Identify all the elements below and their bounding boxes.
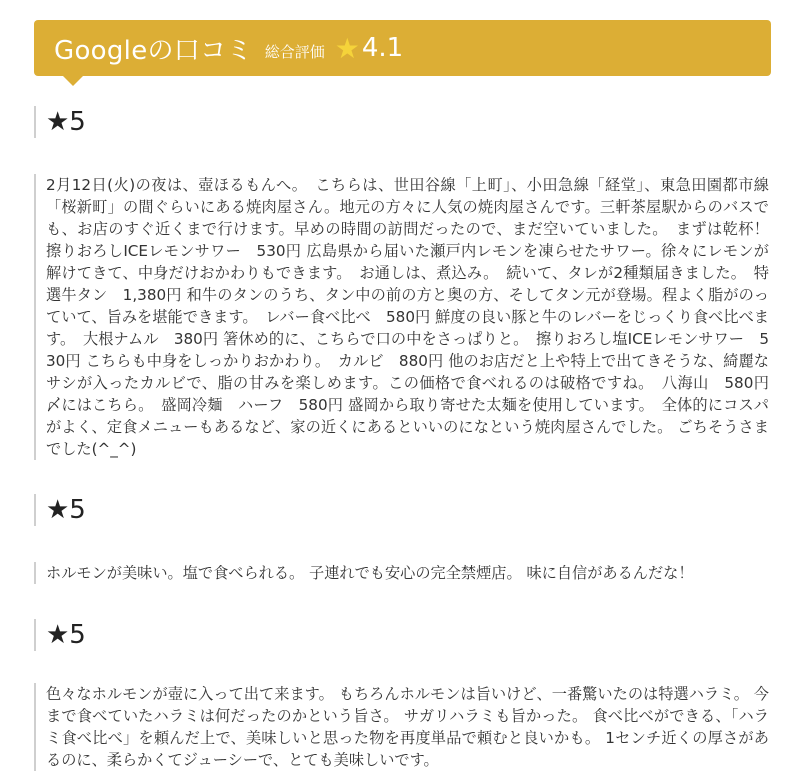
review-item [34, 106, 785, 460]
review-text: 2月12日(火)の夜は、壺ほるもんへ。 こちらは、世田谷線「上町」、小田急線「経堂」、東急田園都市線「桜新町」の間ぐらいにある焼肉屋さん。地元の方々に人気の焼肉屋さんです。三軒茶屋駅からのバスでも、お店のすぐ近くまで行けます。早めの時間の訪問だったので、まだ空いていました。 まずは乾杯！ 擦りおろしICEレモンサワー 530円 広島県から届いた瀬戸内レモンを凍らせたサワー。徐々にレモンが解けてきて、中身だけおかわりもできます。 お通しは、煮込み。 続いて、タレが2種類届きました。 特選牛タン 1,380円 和牛のタンのうち、タン中の前の方と奥の方、そしてタン元が登場。程よく脂がのっていて、旨みを堪能できます。 レバー食べ比べ 580円 鮮度の良い豚と牛のレバーをじっくり食べ比べます。 大根ナムル 380円 箸休め的に、こちらで口の中をさっぱりと。 擦りおろし塩ICEレモンサワー 530円 こちらも中身をしっかりおかわり。 カルビ 880円 他のお店だと上や特上で出てきそうな、綺麗なサシが入ったカルビで、脂の甘みを楽しめます。この価格で食べれるのは破格ですね。 八海山 580円 〆にはこちら。 盛岡冷麺 ハーフ 580円 盛岡から取り寄せた太麺を使用しています。 全体的にコスパがよく、定食メニューもあるなど、家の近くにあるといいのになという焼肉屋さんでした。 ごちそうさまでした(^_^) [34, 174, 769, 460]
review-item [34, 619, 769, 771]
review-text: ホルモンが美味い。塩で食べられる。 子連れでも安心の完全禁煙店。 味に自信があるんだな！ [34, 562, 769, 584]
overall-rating-value: 4.1 [361, 33, 404, 63]
review-rating: ★5 [34, 106, 769, 138]
review-rating: ★5 [34, 494, 769, 526]
header-title: Googleの口コミ [54, 35, 253, 66]
overall-rating-label: 総合評価 [264, 42, 325, 61]
review-text: 色々なホルモンが壺に入って出て来ます。 もちろんホルモンは旨いけど、一番驚いたのは特選ハラミ。 今まで食べていたハラミは何だったのかという旨さ。 サガリハラミも旨かった。 食べ比べができる、「ハラミ食べ比べ」を頼んだ上で、美味しいと思った物を再度単品で頼むと良いかも。 1センチ近くの厚さがあるのに、柔らかくてジューシーで、とても美味しいです。 [34, 683, 769, 771]
review-item [34, 494, 769, 584]
google-reviews-header [34, 20, 771, 76]
star-icon: ★ [334, 31, 360, 65]
review-rating: ★5 [34, 619, 769, 651]
